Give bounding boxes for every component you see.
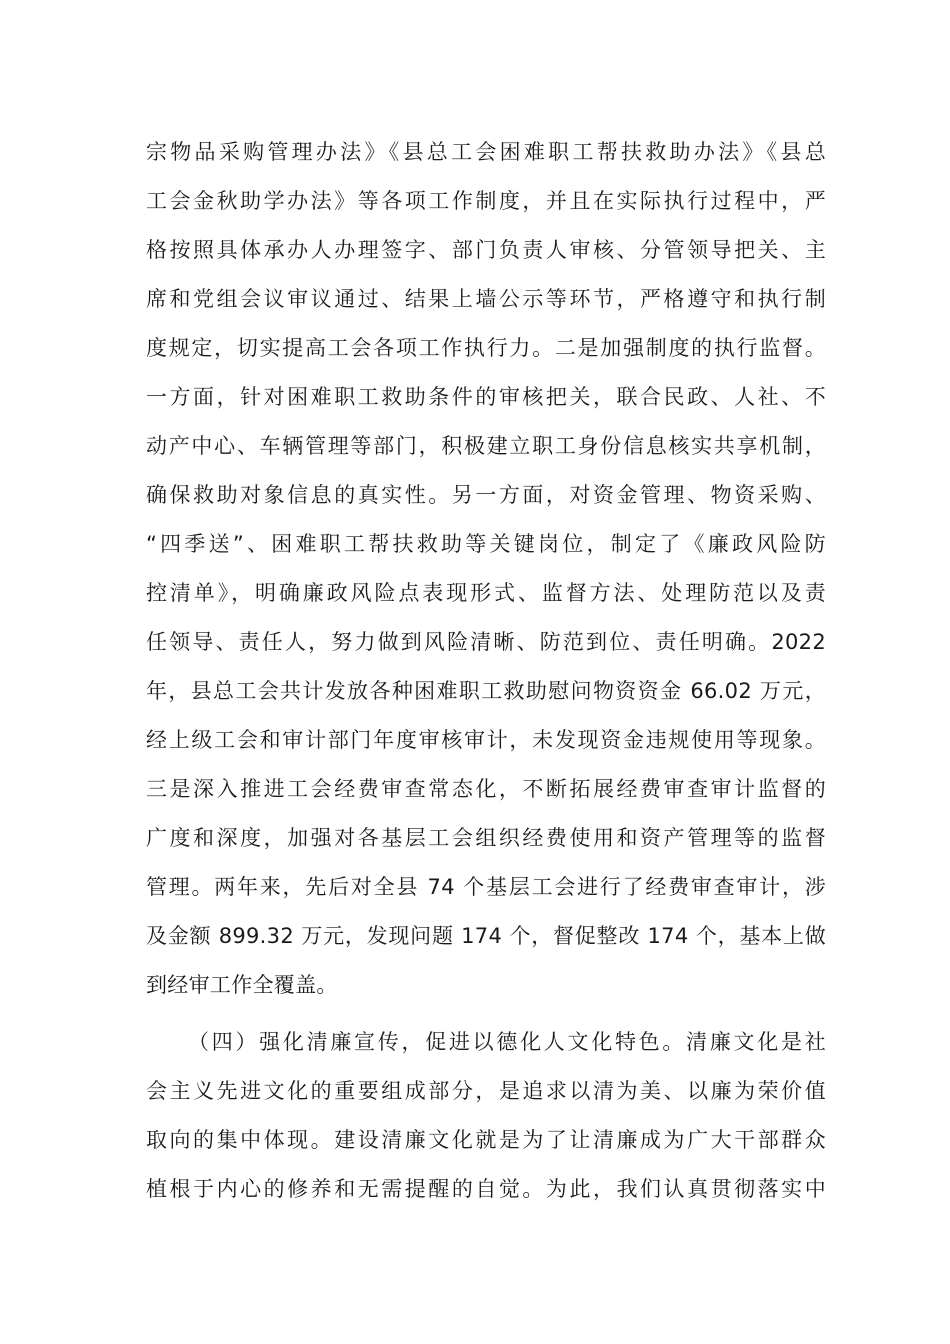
text-line: 任领导、责任人，努力做到风险清晰、防范到位、责任明确。2022 bbox=[146, 630, 826, 654]
text-line: 到经审工作全覆盖。 bbox=[146, 973, 338, 997]
paragraph-integrity-culture bbox=[146, 1018, 826, 1214]
text-line: 格按照具体承办人办理签字、部门负责人审核、分管领导把关、主 bbox=[146, 238, 826, 262]
text-line: 三是深入推进工会经费审查常态化，不断拓展经费审查审计监督的 bbox=[146, 777, 826, 801]
text-line: 一方面，针对困难职工救助条件的审核把关，联合民政、人社、不 bbox=[146, 385, 826, 409]
text-line: 广度和深度，加强对各基层工会组织经费使用和资产管理等的监督 bbox=[146, 826, 826, 850]
text-line: 植根于内心的修养和无需提醒的自觉。为此，我们认真贯彻落实中 bbox=[146, 1177, 826, 1201]
text-line: 管理。两年来，先后对全县 74 个基层工会进行了经费审查审计，涉 bbox=[146, 875, 826, 899]
paragraph-institution-supervision bbox=[146, 128, 826, 1010]
text-line: 席和党组会议审议通过、结果上墙公示等环节，严格遵守和执行制 bbox=[146, 287, 826, 311]
text-line: 及金额 899.32 万元，发现问题 174 个，督促整改 174 个，基本上做 bbox=[146, 924, 826, 948]
text-line: 经上级工会和审计部门年度审核审计，未发现资金违规使用等现象。 bbox=[146, 728, 826, 752]
text-line: 工会金秋助学办法》等各项工作制度，并且在实际执行过程中，严 bbox=[146, 189, 826, 213]
text-line: 取向的集中体现。建设清廉文化就是为了让清廉成为广大干部群众 bbox=[146, 1128, 826, 1152]
paragraph-gap bbox=[146, 1010, 826, 1018]
document-body bbox=[146, 128, 826, 1214]
text-line: 会主义先进文化的重要组成部分，是追求以清为美、以廉为荣价值 bbox=[146, 1079, 826, 1103]
text-line: 确保救助对象信息的真实性。另一方面，对资金管理、物资采购、 bbox=[146, 483, 826, 507]
text-line-indented: （四）强化清廉宣传，促进以德化人文化特色。清廉文化是社 bbox=[188, 1030, 826, 1054]
text-line: 宗物品采购管理办法》《县总工会困难职工帮扶救助办法》《县总 bbox=[146, 140, 826, 164]
text-line: 动产中心、车辆管理等部门，积极建立职工身份信息核实共享机制， bbox=[146, 434, 826, 458]
text-line: 度规定，切实提高工会各项工作执行力。二是加强制度的执行监督。 bbox=[146, 336, 826, 360]
text-line: 年，县总工会共计发放各种困难职工救助慰问物资资金 66.02 万元， bbox=[146, 679, 826, 703]
text-line: “四季送”、困难职工帮扶救助等关键岗位，制定了《廉政风险防 bbox=[146, 532, 826, 556]
text-line: 控清单》，明确廉政风险点表现形式、监督方法、处理防范以及责 bbox=[146, 581, 826, 605]
